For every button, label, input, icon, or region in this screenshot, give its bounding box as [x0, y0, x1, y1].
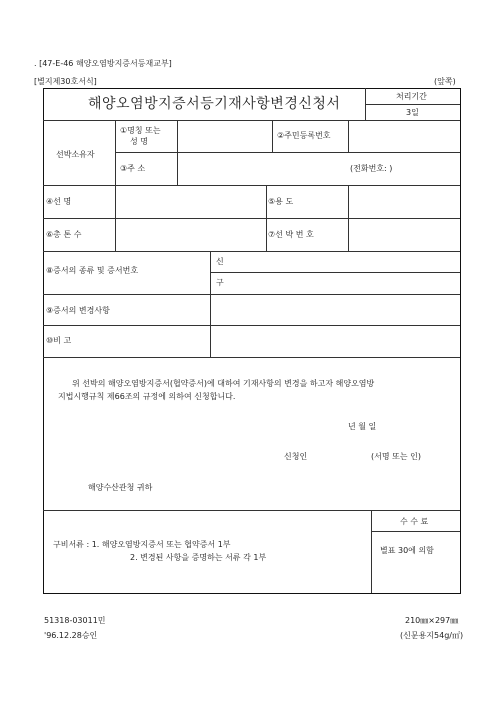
owner-section-label: 선박소유자: [56, 150, 95, 159]
fee-value: 별표 30에 의함: [380, 546, 434, 555]
footer-approval: '96.12.28승인: [44, 631, 98, 640]
certificate-type-label: ⑧증서의 종류 및 증서번호: [46, 266, 139, 275]
tonnage-label: ⑥총 톤 수: [46, 230, 82, 239]
documents-line-1: 구비서류 : 1. 해양오염방지증서 또는 협약증서 1부: [53, 540, 231, 549]
remarks-label: ⑩비 고: [46, 336, 72, 345]
documents-line-2: 2. 변경된 사항을 증명하는 서류 각 1부: [130, 553, 267, 562]
ship-name-label: ④선 명: [46, 197, 72, 206]
fee-label: 수 수 료: [400, 517, 429, 526]
id-number-label: ②주민등록번호: [277, 131, 331, 140]
ship-number-label: ⑦선 박 번 호: [268, 230, 314, 239]
old-label: 구: [216, 278, 224, 287]
processing-label: 처리기간: [396, 92, 427, 101]
name-label: ①명칭 또는: [120, 126, 161, 135]
form-title: 해양오염방지증서등기재사항변경신청서: [88, 96, 341, 112]
address-label: ③주 소: [120, 164, 146, 173]
footer-code: 51318-03011민: [44, 616, 106, 625]
addressee: 해양수산관청 귀하: [88, 483, 153, 492]
phone-label: (전화번호: ): [350, 164, 393, 173]
name-label-2: 성 명: [130, 137, 148, 146]
processing-value: 3일: [406, 108, 419, 117]
use-label: ⑤용 도: [268, 197, 294, 206]
statement-line-1: 위 선박의 해양오염방지증서(협약증서)에 대하여 기재사항의 변경을 하고자 해양오염방: [72, 379, 375, 388]
footer-paper: (신문용지54g/㎡): [400, 631, 464, 640]
new-label: 신: [216, 257, 224, 266]
page-side: (앞쪽): [434, 77, 456, 86]
form-code: . [47-E-46 해양오염방지증서등재교부]: [34, 59, 172, 68]
form-number: [별지제30호서식]: [34, 77, 97, 86]
statement-line-2: 지법시행규칙 제66조의 규정에 의하여 신청합니다.: [58, 392, 236, 401]
date-line: 년 월 일: [348, 422, 377, 431]
signature-label: (서명 또는 인): [371, 452, 421, 461]
applicant-label: 신청인: [284, 452, 308, 461]
changes-label: ⑨증서의 변경사항: [46, 306, 110, 315]
footer-size: 210㎜×297㎜: [405, 616, 459, 625]
